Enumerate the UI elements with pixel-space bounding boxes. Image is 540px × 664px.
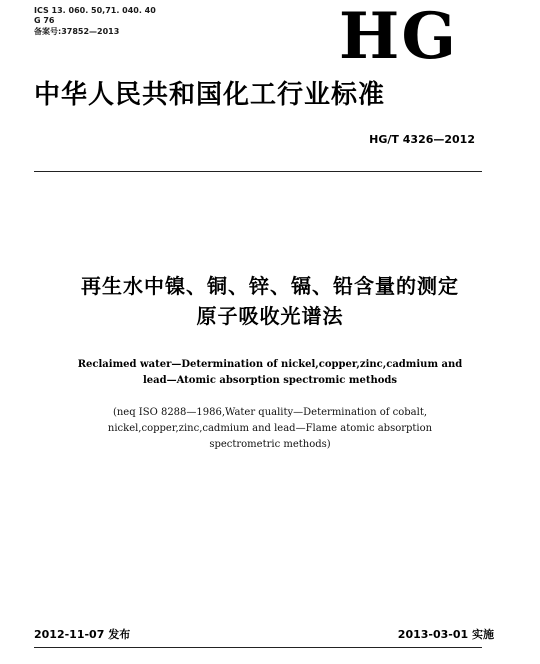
chinese-title-line-2: 原子吸收光谱法 [196, 304, 344, 328]
chinese-title-line-1: 再生水中镍、铜、锌、镉、铅含量的测定 [81, 274, 459, 298]
hg-logo: HG [338, 0, 458, 74]
issue-date: 2012-11-07 发布 [34, 628, 131, 641]
header-divider [34, 171, 482, 172]
classification-code: G 76 [34, 16, 55, 25]
standard-title: 中华人民共和国化工行业标准 [34, 80, 386, 110]
footer-divider [34, 647, 482, 648]
adoption-note-line-2: nickel,copper,zinc,cadmium and lead—Flame atomic absorption [107, 423, 433, 434]
implementation-date: 2013-03-01 实施 [397, 628, 494, 641]
adoption-note-line-1: (neq ISO 8288—1986,Water quality—Determination of cobalt, [112, 407, 428, 418]
english-title-line-1: Reclaimed water—Determination of nickel,copper,zinc,cadmium and [77, 359, 463, 370]
english-title-line-2: lead—Atomic absorption spectromic methods [142, 375, 398, 386]
ics-code: ICS 13. 060. 50,71. 040. 40 [34, 6, 156, 15]
filing-number: 备案号:37852—2013 [34, 27, 120, 36]
adoption-note-line-3: spectrometric methods) [209, 439, 331, 450]
standard-number: HG/T 4326—2012 [369, 133, 475, 146]
